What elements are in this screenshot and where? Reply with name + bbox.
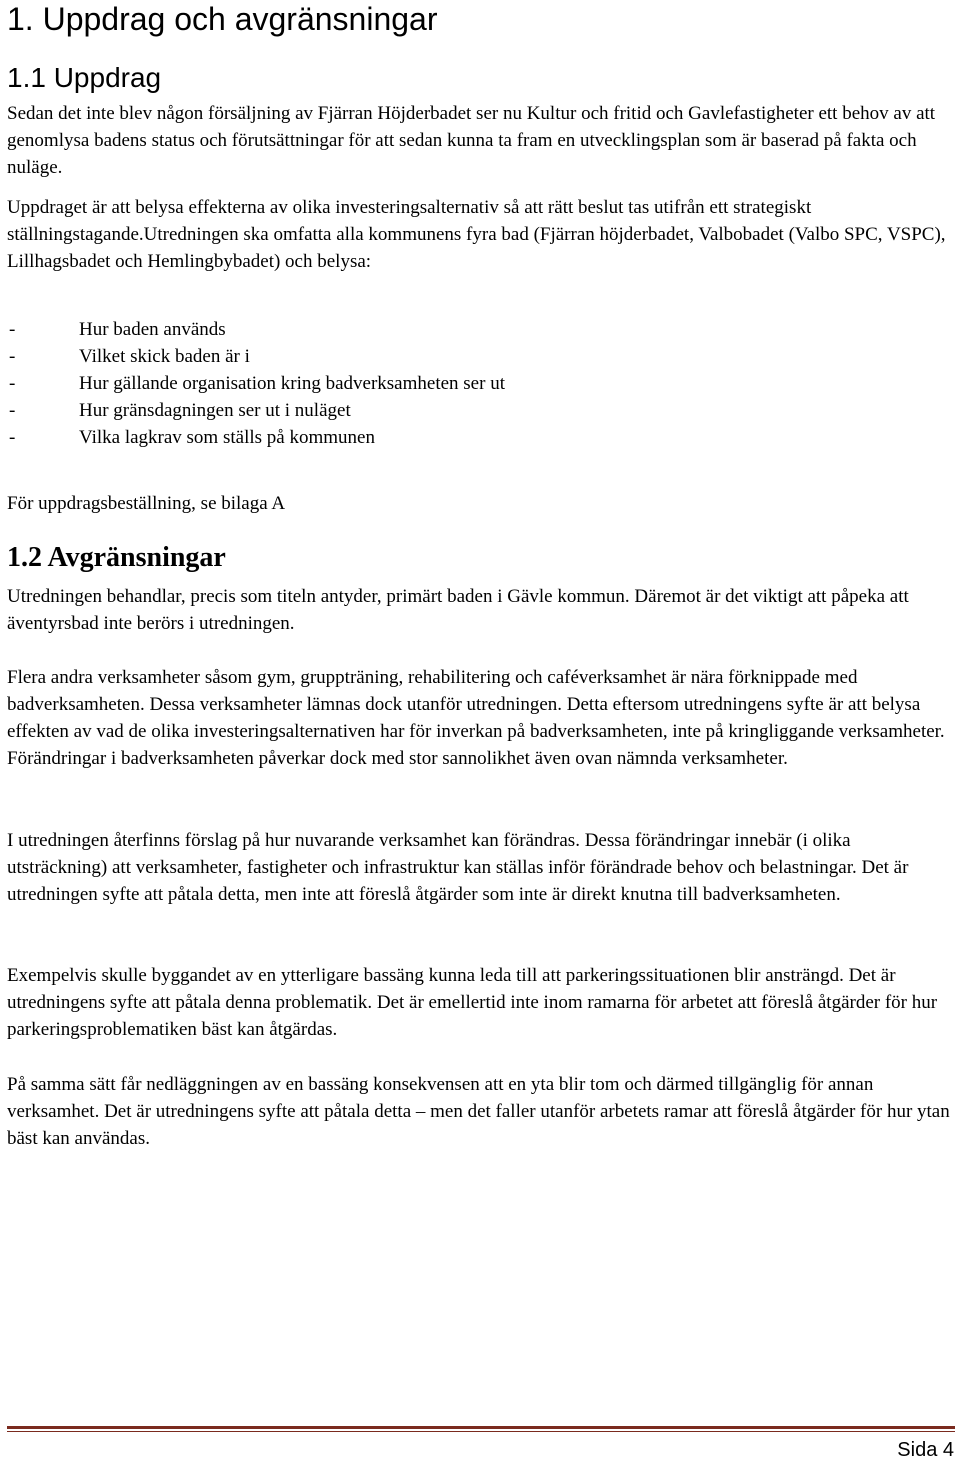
paragraph-parking-example: Exempelvis skulle byggandet av en ytterligare bassäng kunna leda till att parkeringssituationen blir ansträngd. Det är utredningens syfte att påtala denna problematik. Det är emellertid inte inom ramarna för arbetet att föreslå åtgärder för hur parkeringsproblematiken bäst kan åtgärdas. [7,965,938,1040]
section-heading-avgransningar: 1.2 Avgränsningar [7,542,226,573]
paragraph-proposals: I utredningen återfinns förslag på hur nuvarande verksamhet kan förändras. Dessa förändringar innebär (i olika utsträckning) att verksamheter, fastigheter och infrastruktur kan ställas inför förändrade behov och belastningar. Det är utredningen syfte att påtala detta, men inte att föreslå åtgärder som inte är direkt knutna till badverksamheten. [7,830,909,905]
list-item-text: Hur gränsdagningen ser ut i nuläget [79,400,351,421]
paragraph-appendix-reference: För uppdragsbeställning, se bilaga A [7,493,286,514]
bullet-list [7,316,707,451]
list-item-text: Vilket skick baden är i [79,346,250,367]
paragraph-other-activities: Flera andra verksamheter såsom gym, gruppträning, rehabilitering och caféverksamhet är nära förknippade med badverksamheten. Dessa verksamheter lämnas dock utanför utredningen. Detta eftersom utredningens syfte är att belysa effekten av vad de olika investeringsalternativen har för inverkan på badverksamheten, inte på kringliggande verksamheter. Förändringar i badverksamheten påverkar dock med stor sannolikhet även ovan nämnda verksamheter. [7,667,945,769]
paragraph-background: Sedan det inte blev någon försäljning av Fjärran Höjderbadet ser nu Kultur och fritid och Gavlefastigheter ett behov av att genomlysa badens status och förutsättningar för att sedan kunna ta fram en utvecklingsplan som är baserad på fakta och nuläge. [7,103,936,178]
bullet-marker: - [9,427,16,448]
list-item-text: Vilka lagkrav som ställs på kommunen [79,427,375,448]
list-item [7,316,707,343]
bullet-marker: - [9,373,16,394]
bullet-marker: - [9,400,16,421]
list-item [7,424,707,451]
list-item-text: Hur baden används [79,319,226,340]
page-number: Sida 4 [897,1439,954,1461]
list-item-text: Hur gällande organisation kring badverksamheten ser ut [79,373,505,394]
bullet-marker: - [9,346,16,367]
paragraph-scope: Utredningen behandlar, precis som titeln antyder, primärt baden i Gävle kommun. Däremot är det viktigt att påpeka att äventyrsbad inte berörs i utredningen. [7,586,909,634]
footer-divider [7,1426,955,1429]
chapter-title: 1. Uppdrag och avgränsningar [7,1,438,37]
section-heading-uppdrag: 1.1 Uppdrag [7,62,162,93]
list-item [7,397,707,424]
bullet-marker: - [9,319,16,340]
paragraph-closure-example: På samma sätt får nedläggningen av en bassäng konsekvensen att en yta blir tom och därmed tillgänglig för annan verksamhet. Det är utredningens syfte att påtala detta – men det faller utanför arbetets ramar att föreslå åtgärder för hur ytan bäst kan användas. [7,1074,950,1149]
list-item [7,343,707,370]
paragraph-assignment: Uppdraget är att belysa effekterna av olika investeringsalternativ så att rätt beslut tas utifrån ett strategiskt ställningstagande.Utredningen ska omfatta alla kommunens fyra bad (Fjärran höjderbadet, Valbobadet (Valbo SPC, VSPC), Lillhagsbadet och Hemlingbybadet) och belysa: [7,197,946,272]
list-item [7,370,707,397]
